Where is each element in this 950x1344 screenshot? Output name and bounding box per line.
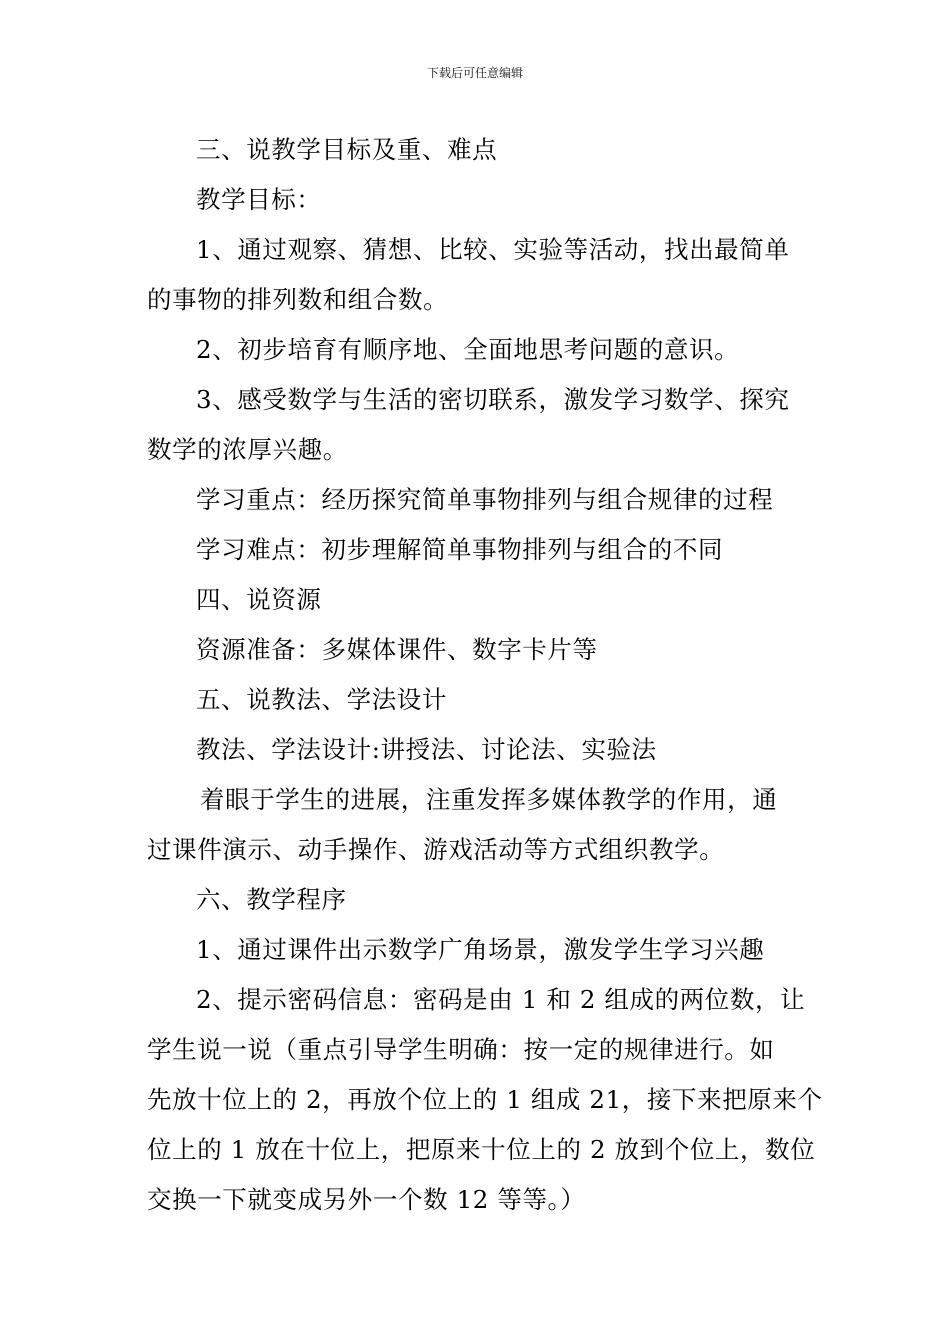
paragraph-line: 的事物的排列数和组合数。 [147,285,449,314]
paragraph-line: 2、提示密码信息：密码是由 1 和 2 组成的两位数，让 [196,985,806,1014]
section-heading-procedure: 六、教学程序 [196,885,347,914]
paragraph-line: 位上的 1 放在十位上，把原来十位上的 2 放到个位上，数位 [147,1135,816,1164]
paragraph-line: 1、通过课件出示数学广角场景，激发学生学习兴趣 [196,935,765,964]
paragraph-line: 3、感受数学与生活的密切联系，激发学习数学、探究 [196,385,790,414]
section-heading-methods: 五、说教法、学法设计 [196,685,447,714]
section-heading-objectives: 三、说教学目标及重、难点 [196,135,498,164]
paragraph-line: 交换一下就变成另外一个数 12 等等。） [147,1185,586,1214]
paragraph-line: 1、通过观察、猜想、比较、实验等活动，找出最简单 [196,235,790,264]
section-heading-resources: 四、说资源 [196,585,322,614]
page-header: 下载后可任意编辑 [426,66,523,80]
paragraph-line: 资源准备：多媒体课件、数字卡片等 [196,635,598,664]
paragraph-line: 先放十位上的 2，再放个位上的 1 组成 21，接下来把原来个 [147,1085,823,1114]
paragraph-line: 教学目标： [196,185,322,214]
paragraph-line: 过课件演示、动手操作、游戏活动等方式组织教学。 [147,835,725,864]
paragraph-line: 学习重点：经历探究简单事物排列与组合规律的过程 [196,485,774,514]
paragraph-line: 着眼于学生的进展，注重发挥多媒体教学的作用，通 [200,785,778,814]
paragraph-line: 2、初步培育有顺序地、全面地思考问题的意识。 [196,335,740,364]
paragraph-line: 数学的浓厚兴趣。 [147,435,348,464]
paragraph-line: 学生说一说（重点引导学生明确：按一定的规律进行。如 [147,1035,775,1064]
paragraph-line: 学习难点：初步理解简单事物排列与组合的不同 [196,535,724,564]
paragraph-line: 教法、学法设计:讲授法、讨论法、实验法 [196,735,657,764]
